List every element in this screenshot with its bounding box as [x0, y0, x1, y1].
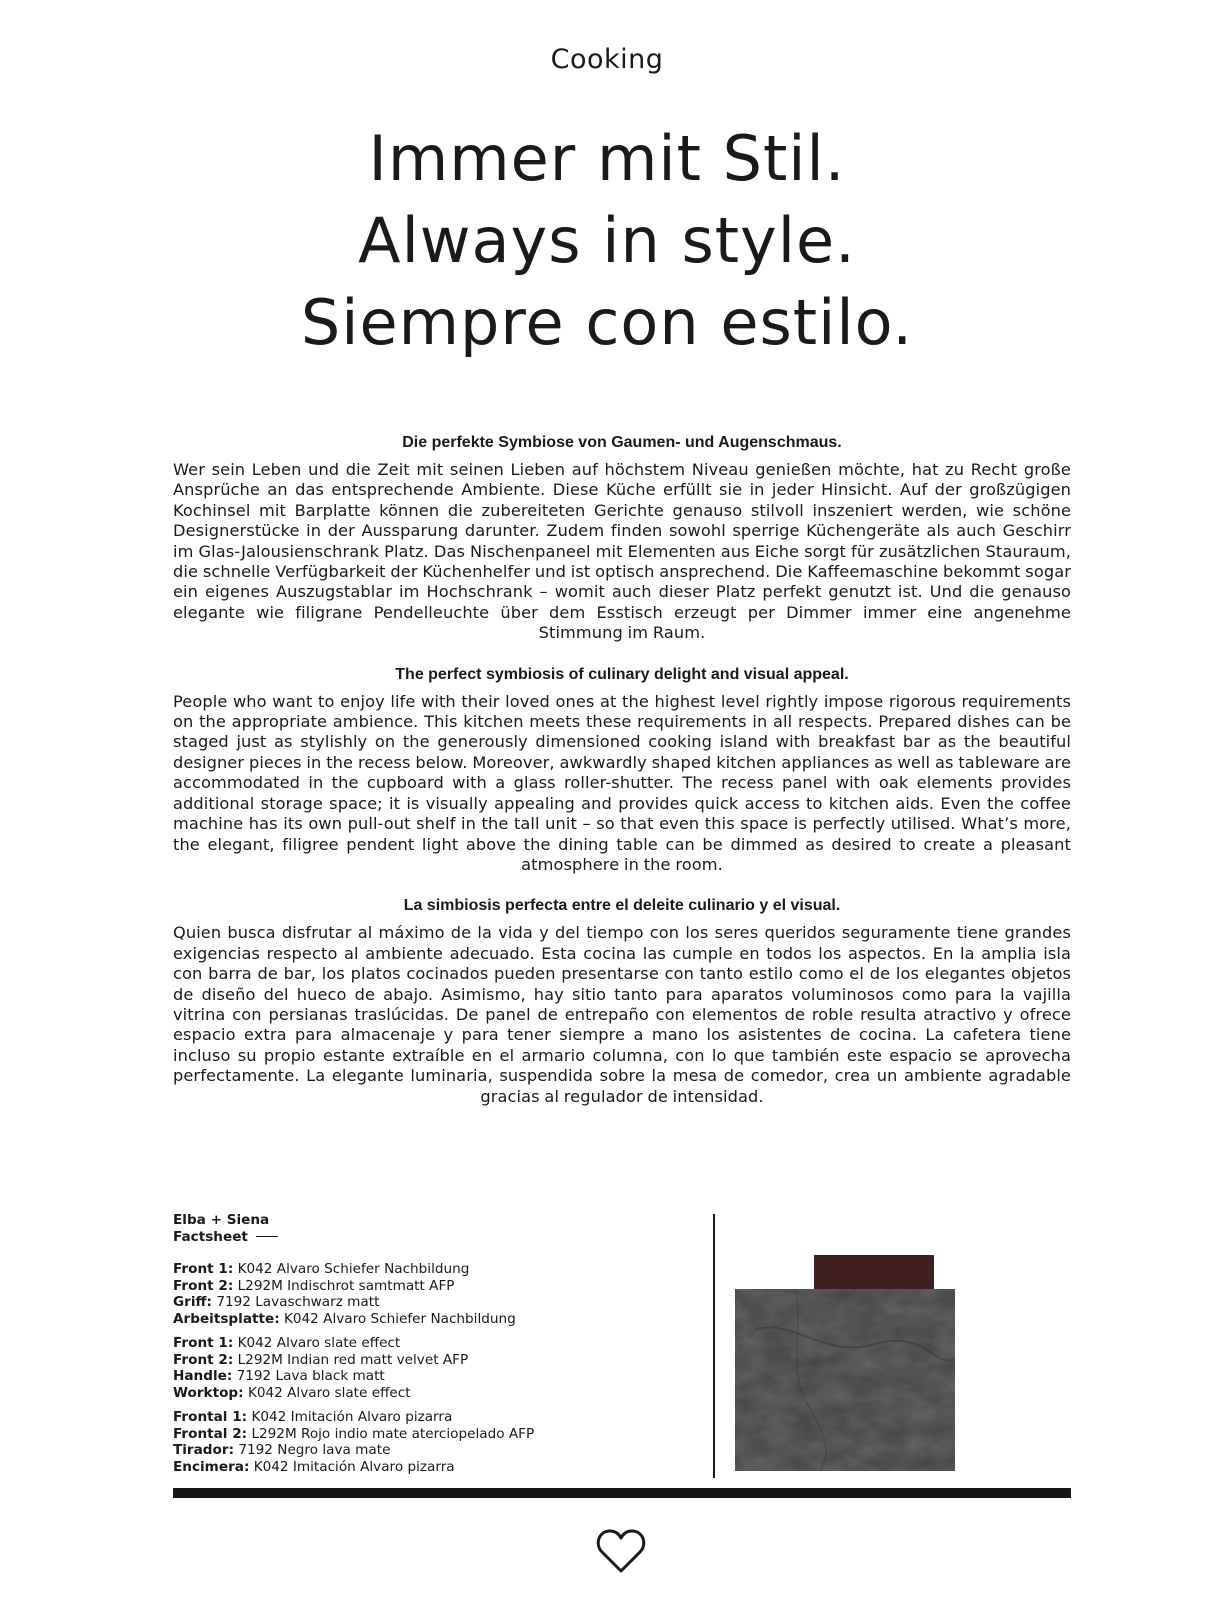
spec-key: Encimera:: [173, 1458, 250, 1475]
spec-line: [173, 1368, 693, 1385]
headline-line-es: Siempre con estilo.: [300, 286, 914, 359]
spec-key: Front 2:: [173, 1351, 234, 1368]
spec-key: Frontal 2:: [173, 1425, 248, 1442]
spec-value: L292M Rojo indio mate aterciopelado AFP: [251, 1425, 535, 1442]
factsheet-header: [173, 1212, 693, 1245]
block-text-de: Wer sein Leben und die Zeit mit seinen Lieben auf höchstem Niveau genießen möchte, hat zu Recht große Ansprüche an das entsprechende Ambiente. Diese Küche erfüllt sie in jeder Hinsicht. Auf der großzügigen Kochinsel mit Barplatte können die zubereiteten Gerichte genauso stilvoll inszeniert werden, wie schöne Designerstücke in der Aussparung darunter. Zudem finden sowohl sperrige Küchengeräte als auch Geschirr im Glas-Jalousienschrank Platz. Das Nischenpaneel mit Elementen aus Eiche sorgt für zusätzlichen Stauraum, die schnelle Verfügbarkeit der Küchenhelfer und ist optisch ansprechend. Die Kaffeemaschine bekommt sogar ein eigenes Auszugstablar im Hochschrank – womit auch dieser Platz perfekt genutzt ist. Und die genauso elegante wie filigrane Pendelleuchte über dem Esstisch erzeugt per Dimmer immer eine angenehme Stimmung im Raum.: [173, 460, 1071, 643]
spec-line: [173, 1278, 693, 1295]
spec-key: Griff:: [173, 1294, 212, 1310]
factsheet: [173, 1212, 693, 1483]
spec-group: [173, 1261, 693, 1327]
spec-value: 7192 Lavaschwarz matt: [216, 1294, 380, 1310]
spec-key: Front 1:: [173, 1261, 234, 1277]
spec-value: K042 Imitación Alvaro pizarra: [251, 1409, 453, 1425]
spec-key: Handle:: [173, 1368, 233, 1384]
spec-line: [173, 1352, 693, 1369]
headline-line-de: Immer mit Stil.: [368, 122, 846, 195]
block-text-en: People who want to enjoy life with their loved ones at the highest level rightly impose rigorous requirements on the appropriate ambience. This kitchen meets these requirements in all respects. Prepared dishes can be staged just as stylishly on the generously dimensioned cooking island with breakfast bar as the beautiful designer pieces in the recess below. Moreover, awkwardly shaped kitchen appliances as well as tableware are accommodated in the cupboard with a glass roller-shutter. The recess panel with oak elements provides additional storage space; it is visually appealing and provides quick access to kitchen aids. Even the coffee machine has its own pull-out shelf in the tall unit – so that even this space is perfectly utilised. What’s more, the elegant, filigree pendent light above the dining table can be dimmed as desired to create a pleasant atmosphere in the room.: [173, 691, 1071, 874]
spec-key: Frontal 1:: [173, 1409, 248, 1425]
spec-line: [173, 1409, 693, 1426]
spec-group: [173, 1409, 693, 1475]
spec-line: [173, 1385, 693, 1402]
spec-key: Tirador:: [173, 1442, 235, 1458]
spec-value: L292M Indischrot samtmatt AFP: [237, 1277, 455, 1294]
spec-line: [173, 1311, 693, 1328]
text-block-en: [173, 664, 1071, 876]
spec-value: K042 Imitación Alvaro pizarra: [253, 1458, 455, 1475]
swatch-slate: [735, 1289, 955, 1471]
spec-line: [173, 1294, 693, 1311]
spec-key: Front 2:: [173, 1277, 234, 1294]
block-title-de: Die perfekte Symbiose von Gaumen- und Augenschmaus.: [402, 434, 842, 451]
spec-groups: [173, 1261, 693, 1475]
body-text: [173, 432, 1071, 1127]
spec-line: [173, 1459, 693, 1476]
factsheet-model: Elba + Siena: [173, 1212, 270, 1228]
spec-value: K042 Alvaro slate effect: [247, 1384, 411, 1401]
spec-key: Worktop:: [173, 1384, 244, 1401]
spec-line: [173, 1426, 693, 1443]
text-block-de: [173, 432, 1071, 644]
spec-value: K042 Alvaro slate effect: [237, 1335, 401, 1351]
spec-group: [173, 1335, 693, 1401]
heart-icon: [596, 1528, 646, 1574]
text-block-es: [173, 895, 1071, 1107]
vertical-divider: [713, 1214, 715, 1478]
headline: [0, 118, 1214, 364]
block-text-es: Quien busca disfrutar al máximo de la vida y del tiempo con los seres queridos seguramente tiene grandes exigencias respecto al ambiente adecuado. Esta cocina las cumple en todos los aspectos. En la amplia isla con barra de bar, los platos cocinados pueden presentarse con tanto estilo como el de los elegantes objetos de diseño del hueco de abajo. Asimismo, hay sitio tanto para aparatos voluminosos como para la vajilla vitrina con persianas traslúcidas. De panel de entrepaño con elementos de roble resulta atractivo y ofrece espacio extra para almacenaje y para tener siempre a mano los asistentes de cocina. La cafetera tiene incluso su propio estante extraíble en el armario columna, con lo que también este espacio se aprovecha perfectamente. La elegante luminaria, suspendida sobre la mesa de comedor, crea un ambiente agradable gracias al regulador de intensidad.: [173, 923, 1071, 1106]
slate-texture: [735, 1289, 955, 1471]
dash-divider: [256, 1236, 278, 1238]
block-title-es: La simbiosis perfecta entre el deleite culinario y el visual.: [403, 897, 841, 915]
spec-line: [173, 1261, 693, 1278]
factsheet-label: Factsheet: [173, 1228, 248, 1245]
spec-key: Front 1:: [173, 1335, 234, 1351]
headline-line-en: Always in style.: [358, 204, 856, 277]
bottom-rule: [173, 1488, 1071, 1498]
spec-value: 7192 Lava black matt: [236, 1368, 385, 1384]
spec-line: [173, 1442, 693, 1459]
spec-value: L292M Indian red matt velvet AFP: [237, 1351, 469, 1368]
section-label: Cooking: [550, 44, 664, 75]
spec-key: Arbeitsplatte:: [173, 1310, 280, 1327]
spec-value: 7192 Negro lava mate: [238, 1442, 391, 1458]
spec-value: K042 Alvaro Schiefer Nachbildung: [237, 1261, 470, 1277]
factsheet-label-row: [173, 1229, 693, 1246]
spec-value: K042 Alvaro Schiefer Nachbildung: [283, 1310, 516, 1327]
block-title-en: The perfect symbiosis of culinary delight and visual appeal.: [395, 665, 849, 683]
spec-line: [173, 1335, 693, 1352]
